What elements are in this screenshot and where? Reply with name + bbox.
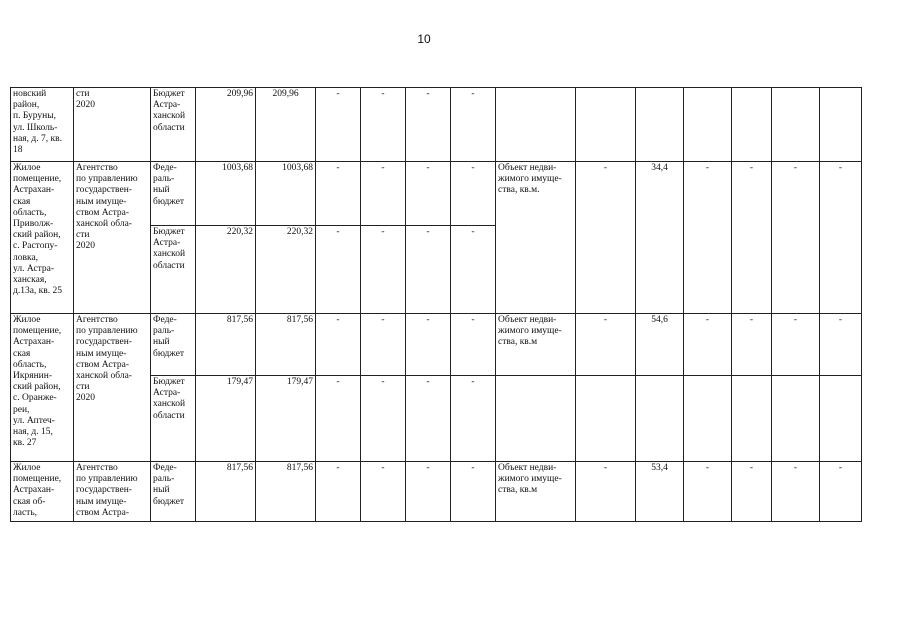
dash-cell: - xyxy=(316,88,361,162)
dash-cell: - xyxy=(316,226,361,314)
dash-cell: - xyxy=(684,162,732,314)
amount-cell: 817,56 xyxy=(256,462,316,522)
dash-cell: - xyxy=(576,162,636,314)
dash-cell: - xyxy=(406,88,451,162)
table-row xyxy=(11,314,862,376)
unit-value-cell: 53,4 xyxy=(636,462,684,522)
dash-cell: - xyxy=(451,314,496,376)
empty-cell xyxy=(732,88,772,162)
dash-cell: - xyxy=(451,462,496,522)
dash-cell: - xyxy=(361,376,406,462)
dash-cell: - xyxy=(576,462,636,522)
dash-cell: - xyxy=(406,314,451,376)
object-cell: Жилое помещение, Астрахан- ская об- ласть, xyxy=(11,462,74,522)
empty-cell xyxy=(772,376,820,462)
amount-cell: 209,96 xyxy=(256,88,316,162)
budget-cell: Бюджет Астра- ханской области xyxy=(151,376,196,462)
dash-cell: - xyxy=(772,462,820,522)
result-cell xyxy=(496,88,576,162)
budget-cell: Феде- раль- ный бюджет xyxy=(151,462,196,522)
amount-cell: 817,56 xyxy=(196,314,256,376)
empty-cell xyxy=(684,88,732,162)
dash-cell: - xyxy=(732,314,772,376)
owner-cell: сти 2020 xyxy=(74,88,151,162)
amount-cell: 817,56 xyxy=(256,314,316,376)
amount-cell: 220,32 xyxy=(196,226,256,314)
dash-cell: - xyxy=(316,314,361,376)
table-row xyxy=(11,162,862,226)
result-cell: Объект недви- жимого имуще- ства, кв.м xyxy=(496,314,576,376)
empty-cell xyxy=(636,88,684,162)
unit-value-cell: 54,6 xyxy=(636,314,684,376)
dash-cell: - xyxy=(820,462,862,522)
dash-cell: - xyxy=(684,462,732,522)
empty-cell xyxy=(732,376,772,462)
empty-cell xyxy=(772,88,820,162)
result-cell: Объект недви- жимого имуще- ства, кв.м xyxy=(496,462,576,522)
budget-cell: Феде- раль- ный бюджет xyxy=(151,162,196,226)
empty-cell xyxy=(636,376,684,462)
dash-cell: - xyxy=(451,162,496,226)
object-cell: Жилое помещение, Астрахан- ская область, Приволж- ский район, с. Растопу- ловка, ул. Астра- ханская, д.13а, кв. 25 xyxy=(11,162,74,314)
dash-cell: - xyxy=(361,88,406,162)
result-cell: Объект недви- жимого имуще- ства, кв.м. xyxy=(496,162,576,314)
owner-cell: Агентство по управлению государствен- ным имуще- ством Астра- ханской обла- сти 2020 xyxy=(74,314,151,462)
amount-cell: 220,32 xyxy=(256,226,316,314)
dash-cell: - xyxy=(451,88,496,162)
amount-cell: 179,47 xyxy=(196,376,256,462)
amount-cell: 179,47 xyxy=(256,376,316,462)
dash-cell: - xyxy=(684,314,732,376)
budget-cell: Бюджет Астра- ханской области xyxy=(151,226,196,314)
page-number: 10 xyxy=(417,32,431,46)
dash-cell: - xyxy=(820,314,862,376)
dash-cell: - xyxy=(316,462,361,522)
amount-cell: 817,56 xyxy=(196,462,256,522)
dash-cell: - xyxy=(732,162,772,314)
dash-cell: - xyxy=(361,462,406,522)
dash-cell: - xyxy=(316,376,361,462)
dash-cell: - xyxy=(361,314,406,376)
dash-cell: - xyxy=(576,314,636,376)
property-table xyxy=(10,87,862,522)
dash-cell: - xyxy=(406,376,451,462)
dash-cell: - xyxy=(451,376,496,462)
dash-cell: - xyxy=(406,162,451,226)
dash-cell: - xyxy=(451,226,496,314)
empty-cell xyxy=(576,376,636,462)
dash-cell: - xyxy=(732,462,772,522)
budget-cell: Бюджет Астра- ханской области xyxy=(151,88,196,162)
unit-value-cell: 34,4 xyxy=(636,162,684,314)
dash-cell: - xyxy=(820,162,862,314)
owner-cell: Агентство по управлению государствен- ным имуще- ством Астра- xyxy=(74,462,151,522)
dash-cell: - xyxy=(406,226,451,314)
object-cell: новский район, п. Буруны, ул. Школь- ная, д. 7, кв. 18 xyxy=(11,88,74,162)
table-row xyxy=(11,88,862,162)
dash-cell: - xyxy=(316,162,361,226)
owner-cell: Агентство по управлению государствен- ным имуще- ством Астра- ханской обла- сти 2020 xyxy=(74,162,151,314)
dash-cell: - xyxy=(772,314,820,376)
empty-cell xyxy=(496,376,576,462)
dash-cell: - xyxy=(406,462,451,522)
budget-cell: Феде- раль- ный бюджет xyxy=(151,314,196,376)
dash-cell: - xyxy=(361,226,406,314)
empty-cell xyxy=(684,376,732,462)
empty-cell xyxy=(820,376,862,462)
table-row xyxy=(11,462,862,522)
object-cell: Жилое помещение, Астрахан- ская область, Икрянин- ский район, с. Оранже- реи, ул. Аптеч- ная, д. 15, кв. 27 xyxy=(11,314,74,462)
empty-cell xyxy=(820,88,862,162)
dash-cell: - xyxy=(361,162,406,226)
amount-cell: 1003,68 xyxy=(196,162,256,226)
amount-cell: 209,96 xyxy=(196,88,256,162)
empty-cell xyxy=(576,88,636,162)
dash-cell: - xyxy=(772,162,820,314)
amount-cell: 1003,68 xyxy=(256,162,316,226)
